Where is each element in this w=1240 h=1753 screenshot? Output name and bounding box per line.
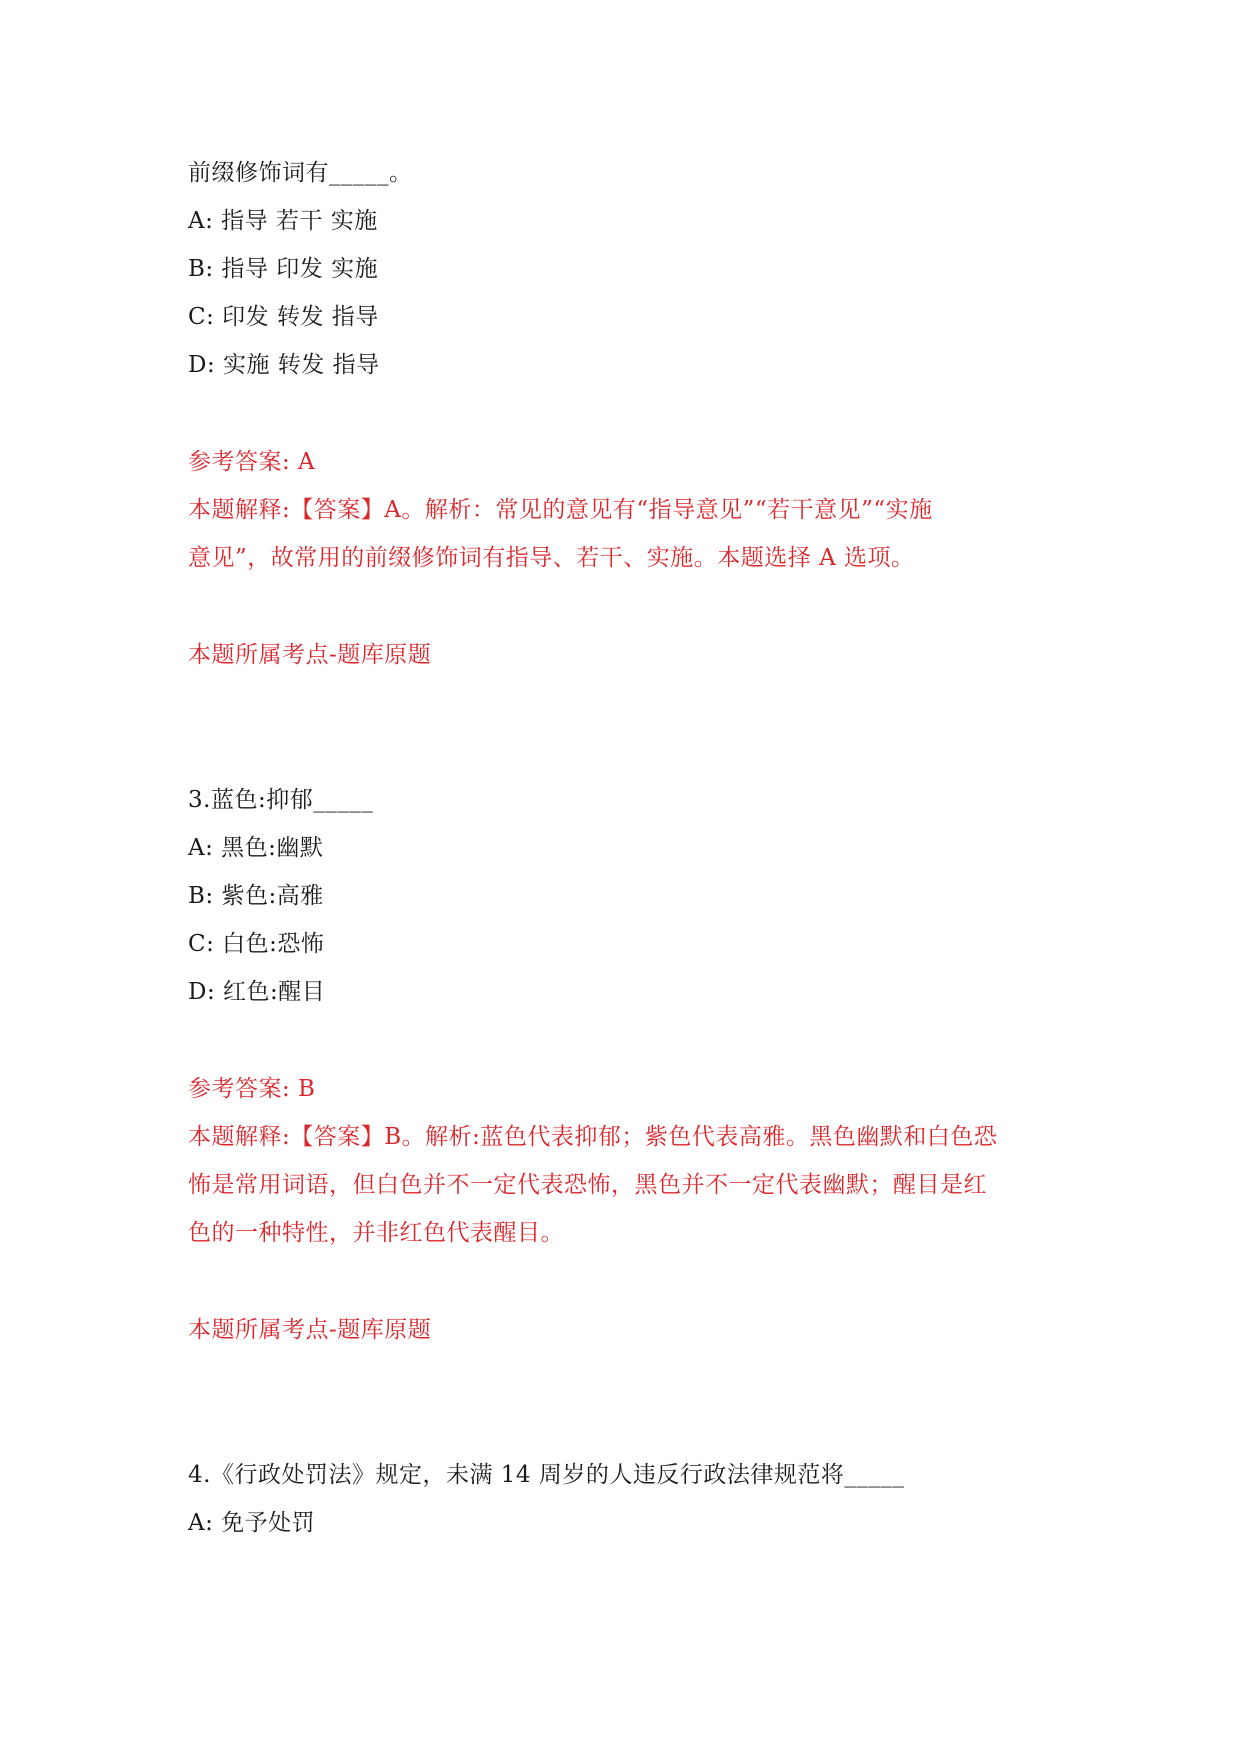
explanation-line: 怖是常用词语，但白色并不一定代表恐怖，黑色并不一定代表幽默；醒目是红 xyxy=(188,1172,987,1198)
option-a: A: 免予处罚 xyxy=(188,1510,316,1536)
explanation-line: 意见”，故常用的前缀修饰词有指导、若干、实施。本题选择 A 选项。 xyxy=(188,545,915,571)
explanation-line: 本题解释:【答案】B。解析:蓝色代表抑郁；紫色代表高雅。黑色幽默和白色恐 xyxy=(188,1124,998,1150)
option-d: D: 实施 转发 指导 xyxy=(188,352,380,378)
option-c: C: 印发 转发 指导 xyxy=(188,304,379,330)
question-stem: 3.蓝色:抑郁_____ xyxy=(188,787,374,813)
option-b: B: 指导 印发 实施 xyxy=(188,256,379,282)
option-a: A: 指导 若干 实施 xyxy=(188,208,378,234)
question-stem: 4.《行政处罚法》规定，未满 14 周岁的人违反行政法律规范将_____ xyxy=(188,1462,905,1488)
topic-label: 本题所属考点-题库原题 xyxy=(188,642,432,668)
answer-label: 参考答案: A xyxy=(188,449,316,475)
explanation-line: 色的一种特性，并非红色代表醒目。 xyxy=(188,1220,564,1246)
explanation-line: 本题解释:【答案】A。解析：常见的意见有“指导意见”“若干意见”“实施 xyxy=(188,497,933,523)
option-a: A: 黑色:幽默 xyxy=(188,835,324,861)
question-stem: 前缀修饰词有_____。 xyxy=(188,160,413,186)
topic-label: 本题所属考点-题库原题 xyxy=(188,1317,432,1343)
option-c: C: 白色:恐怖 xyxy=(188,931,325,957)
answer-label: 参考答案: B xyxy=(188,1076,316,1102)
option-d: D: 红色:醒目 xyxy=(188,979,326,1005)
option-b: B: 紫色:高雅 xyxy=(188,883,324,909)
